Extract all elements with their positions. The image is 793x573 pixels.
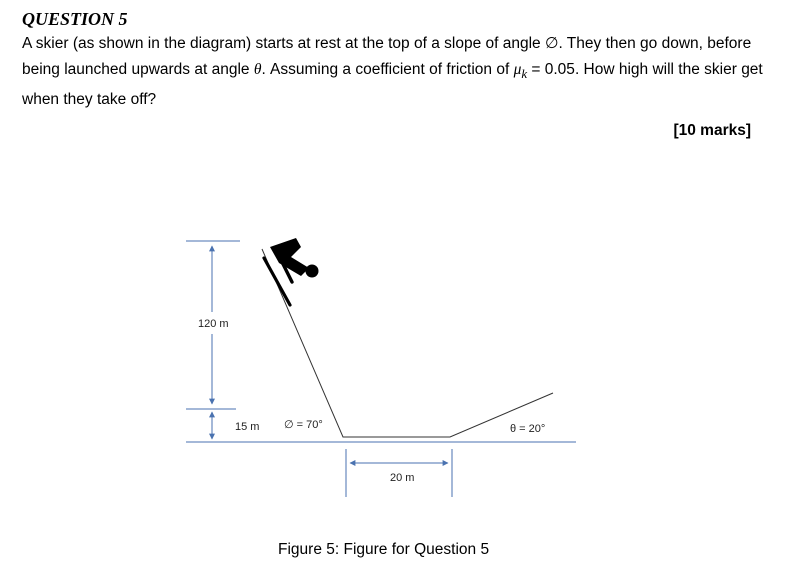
figure-caption: Figure 5: Figure for Question 5	[278, 541, 490, 558]
mu-value: = 0.05	[527, 61, 575, 78]
theta-symbol: θ	[253, 61, 262, 78]
slope-profile	[262, 249, 553, 437]
mu-symbol: μ	[513, 61, 522, 78]
flat-label: 20 m	[390, 472, 415, 484]
question-text-part1: A skier (as shown in the diagram) starts at rest at the top of a slope of angle ∅. They then go down, before being launched upwards at angle	[22, 35, 752, 78]
phi-angle-label: ∅ = 70°	[284, 419, 323, 431]
question-text-part3: . How high will the skier get when they take off?	[22, 61, 763, 109]
question-text-part2: . Assuming a coefficient of friction of	[261, 61, 514, 78]
theta-angle-label: θ = 20°	[510, 423, 546, 435]
question-title: QUESTION 5	[22, 9, 128, 29]
height-label: 120 m	[198, 318, 229, 330]
marks-label: [10 marks]	[673, 122, 751, 139]
mu-subscript: k	[521, 66, 528, 82]
skier-icon	[264, 238, 319, 305]
step-label: 15 m	[235, 421, 260, 433]
